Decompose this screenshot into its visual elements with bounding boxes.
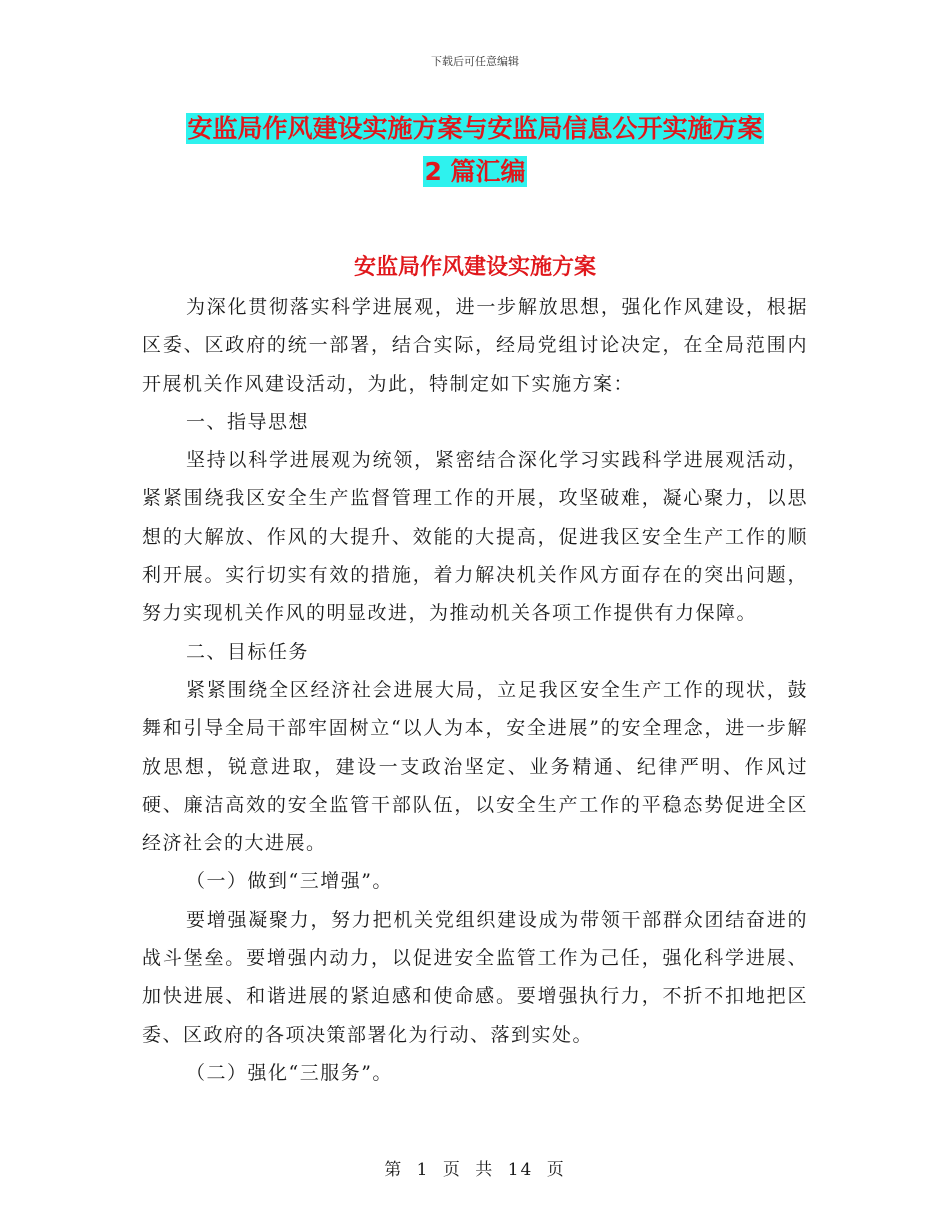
paragraph-three-enhancements: 要增强凝聚力，努力把机关党组织建设成为带领干部群众团结奋进的战斗堡垒。要增强内动力，以促进安全监管工作为己任，强化科学进展、加快进展、和谐进展的紧迫感和使命感。要增强执行力，不折不扣地把区委、区政府的各项决策部署化为行动、落到实处。 <box>142 908 808 1046</box>
title-highlight-2: 2 篇汇编 <box>424 157 526 186</box>
document-title-line-1 <box>0 113 950 145</box>
heading-guiding-ideology: 一、指导思想 <box>186 410 310 433</box>
subheading-three-services: （二）强化“三服务”。 <box>186 1061 393 1084</box>
paragraph-goals-tasks: 紧紧围绕全区经济社会进展大局，立足我区安全生产工作的现状，鼓舞和引导全局干部牢固树立“以人为本，安全进展”的安全理念，进一步解放思想，锐意进取，建设一支政治坚定、业务精通、纪律严明、作风过硬、廉洁高效的安全监管干部队伍，以安全生产工作的平稳态势促进全区经济社会的大进展。 <box>142 678 808 855</box>
page-footer: 第 1 页 共 14 页 <box>384 1160 566 1180</box>
paragraph-intro: 为深化贯彻落实科学进展观，进一步解放思想，强化作风建设，根据区委、区政府的统一部署，结合实际，经局党组讨论决定，在全局范围内开展机关作风建设活动，为此，特制定如下实施方案： <box>142 296 808 395</box>
page-header-note: 下载后可任意编辑 <box>431 55 519 68</box>
title-highlight-1: 安监局作风建设实施方案与安监局信息公开实施方案 <box>187 114 763 143</box>
document-body <box>142 288 808 1092</box>
paragraph-guiding-ideology: 坚持以科学进展观为统领，紧密结合深化学习实践科学进展观活动，紧紧围绕我区安全生产监督管理工作的开展，攻坚破难，凝心聚力，以思想的大解放、作风的大提升、效能的大提高，促进我区安全生产工作的顺利开展。实行切实有效的措施，着力解决机关作风方面存在的突出问题，努力实现机关作风的明显改进，为推动机关各项工作提供有力保障。 <box>142 449 808 625</box>
subheading-three-enhancements: （一）做到“三增强”。 <box>186 870 393 893</box>
heading-goals-tasks: 二、目标任务 <box>186 640 310 663</box>
section-title: 安监局作风建设实施方案 <box>353 255 596 280</box>
document-title-line-2 <box>0 156 950 188</box>
